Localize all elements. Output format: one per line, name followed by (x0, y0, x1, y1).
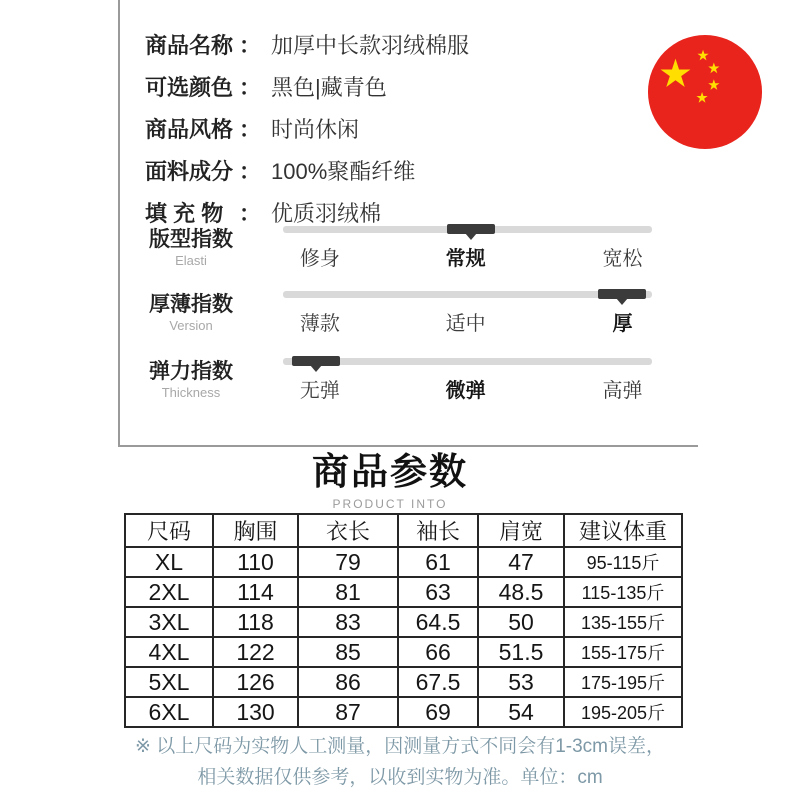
cell-length: 81 (298, 577, 398, 607)
slider-track (283, 226, 652, 233)
info-row-style (145, 109, 469, 151)
table-row (125, 607, 682, 637)
cell-shoulder: 54 (478, 697, 564, 727)
slider-marker (598, 289, 646, 299)
slider-option: 高弹 (602, 380, 643, 402)
cell-length: 79 (298, 547, 398, 577)
info-row-name (145, 25, 469, 67)
info-label: 可选颜色 (145, 75, 234, 100)
info-colon: ： (239, 33, 262, 58)
cell-shoulder: 53 (478, 667, 564, 697)
cell-size: 4XL (125, 637, 213, 667)
slider-options (283, 309, 652, 339)
cell-size: 2XL (125, 577, 213, 607)
index-slider-fit (0, 218, 800, 280)
note-line-1: ※ 以上尺码为实物人工测量，因测量方式不同会有1-3cm误差， (135, 736, 665, 757)
cell-weight: 115-135斤 (564, 577, 682, 607)
cell-length: 83 (298, 607, 398, 637)
index-label-en: Elasti (175, 253, 207, 268)
info-label: 面料成分 (145, 159, 234, 184)
section-title: 商品参数 (312, 451, 468, 492)
info-colon: ： (239, 159, 262, 184)
slider-option: 微弹 (445, 380, 486, 402)
col-header-size: 尺码 (125, 514, 213, 547)
cell-length: 87 (298, 697, 398, 727)
cell-chest: 130 (213, 697, 298, 727)
cell-weight: 95-115斤 (564, 547, 682, 577)
params-section-header (90, 450, 690, 513)
cell-shoulder: 50 (478, 607, 564, 637)
index-slider-elasticity (0, 350, 800, 412)
index-label-cn: 版型指数 (149, 228, 233, 251)
cell-weight: 195-205斤 (564, 697, 682, 727)
table-row (125, 697, 682, 727)
info-colon: ： (239, 201, 262, 226)
slider-marker (292, 356, 340, 366)
col-header-shoulder: 肩宽 (478, 514, 564, 547)
index-label (145, 228, 237, 269)
slider-track (283, 358, 652, 365)
slider-options (283, 244, 652, 274)
slider-option: 适中 (445, 313, 486, 335)
cell-length: 86 (298, 667, 398, 697)
info-row-color (145, 67, 469, 109)
slider-option: 宽松 (602, 248, 643, 270)
slider-option: 常规 (445, 248, 486, 270)
note-line-2: 相关数据仅供参考，以收到实物为准。单位：cm (197, 767, 603, 788)
info-value: 加厚中长款羽绒棉服 (271, 33, 470, 58)
cell-size: 5XL (125, 667, 213, 697)
cell-sleeve: 69 (398, 697, 478, 727)
section-subtitle: PRODUCT INTO (332, 497, 448, 511)
info-value: 时尚休闲 (271, 117, 360, 142)
info-value: 黑色|藏青色 (271, 75, 387, 100)
cell-shoulder: 47 (478, 547, 564, 577)
index-label-en: Version (169, 318, 213, 333)
index-slider-thickness (0, 283, 800, 345)
index-label (145, 293, 237, 334)
info-colon: ： (239, 75, 262, 100)
index-label (145, 360, 237, 401)
slider-option: 无弹 (299, 380, 340, 402)
cell-weight: 175-195斤 (564, 667, 682, 697)
cell-shoulder: 51.5 (478, 637, 564, 667)
size-chart-table (124, 513, 683, 728)
cell-size: 6XL (125, 697, 213, 727)
cell-chest: 126 (213, 667, 298, 697)
info-value: 优质羽绒棉 (271, 201, 382, 226)
table-row (125, 667, 682, 697)
info-value: 100%聚酯纤维 (271, 159, 416, 184)
cell-weight: 155-175斤 (564, 637, 682, 667)
section-divider-line (118, 445, 698, 447)
cell-sleeve: 63 (398, 577, 478, 607)
cell-sleeve: 61 (398, 547, 478, 577)
cell-size: XL (125, 547, 213, 577)
cell-chest: 114 (213, 577, 298, 607)
cell-shoulder: 48.5 (478, 577, 564, 607)
col-header-sleeve: 袖长 (398, 514, 478, 547)
table-row (125, 637, 682, 667)
info-label: 商品名称 (145, 33, 234, 58)
info-label: 填 充 物 (145, 201, 224, 226)
cell-chest: 110 (213, 547, 298, 577)
col-header-length: 衣长 (298, 514, 398, 547)
slider-track (283, 291, 652, 298)
slider-option: 厚 (612, 313, 633, 335)
table-row (125, 547, 682, 577)
index-label-en: Thickness (161, 385, 221, 400)
col-header-weight: 建议体重 (564, 514, 682, 547)
cell-sleeve: 64.5 (398, 607, 478, 637)
table-row (125, 577, 682, 607)
info-colon: ： (239, 117, 262, 142)
index-label-cn: 厚薄指数 (149, 293, 233, 316)
china-flag-icon (646, 33, 764, 151)
slider-option: 薄款 (299, 313, 340, 335)
cell-chest: 122 (213, 637, 298, 667)
slider-options (283, 376, 652, 406)
col-header-chest: 胸围 (213, 514, 298, 547)
cell-length: 85 (298, 637, 398, 667)
info-row-fabric (145, 151, 469, 193)
cell-sleeve: 67.5 (398, 667, 478, 697)
product-info-list (145, 25, 469, 235)
measurement-note (100, 731, 700, 793)
cell-sleeve: 66 (398, 637, 478, 667)
table-header-row (125, 514, 682, 547)
cell-weight: 135-155斤 (564, 607, 682, 637)
cell-chest: 118 (213, 607, 298, 637)
cell-size: 3XL (125, 607, 213, 637)
info-label: 商品风格 (145, 117, 234, 142)
slider-option: 修身 (299, 248, 340, 270)
index-label-cn: 弹力指数 (149, 360, 233, 383)
slider-marker (447, 224, 495, 234)
